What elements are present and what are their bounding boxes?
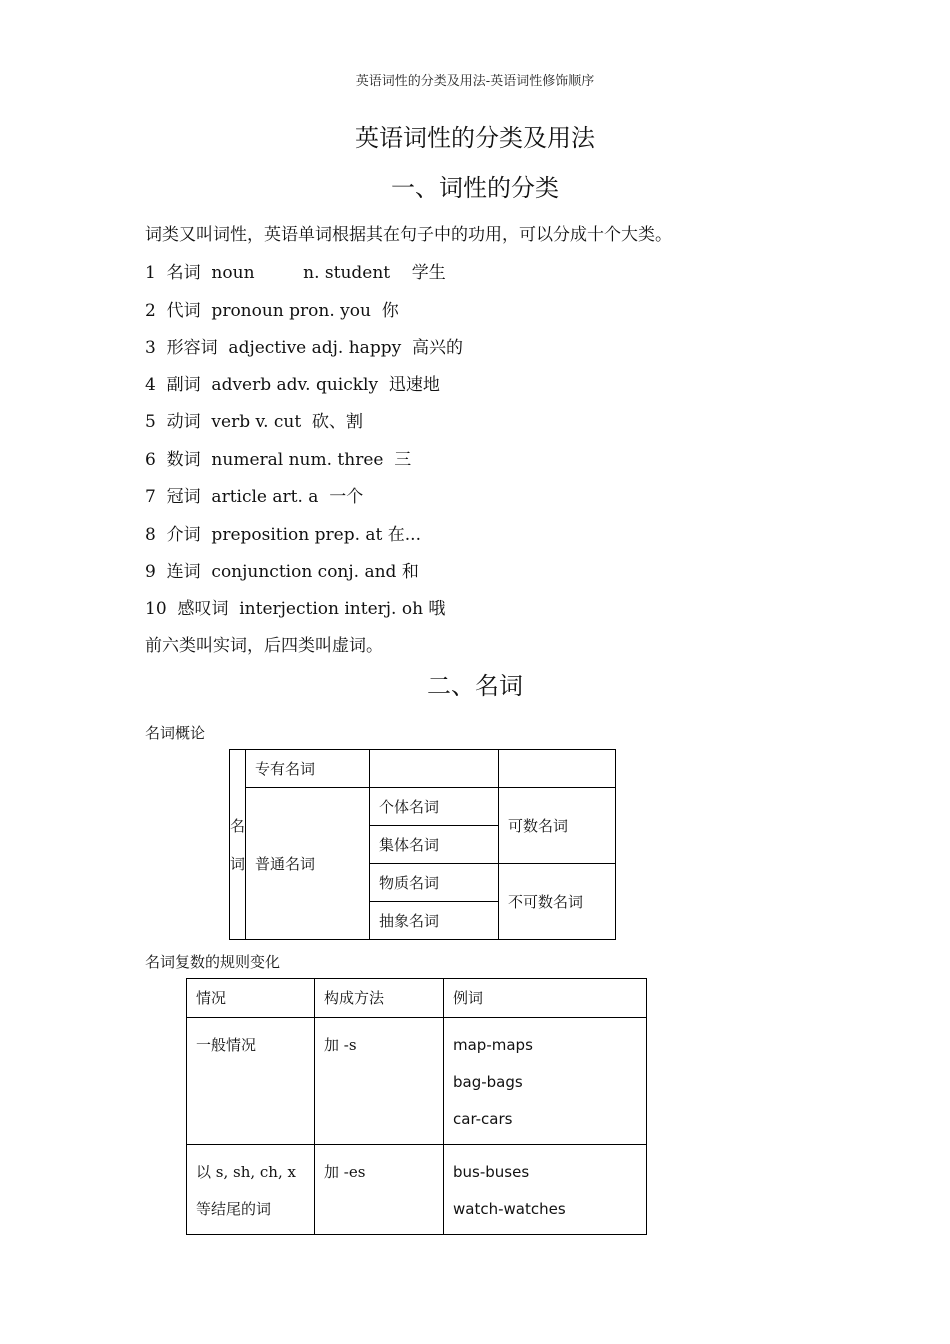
section-heading-nouns: 二、名词 [427,672,523,700]
pos-item: 5 动词 verb v. cut 砍、割 [145,412,364,432]
page-header: 英语词性的分类及用法-英语词性修饰顺序 [355,74,595,89]
plural-rules-label: 名词复数的规则变化 [145,953,281,971]
abstract-noun-cell: 抽象名词 [370,902,499,940]
empty-cell [370,750,499,788]
table-header: 例词 [444,979,647,1018]
table-row [187,1145,647,1235]
collective-noun-cell: 集体名词 [370,826,499,864]
examples-cell [444,1018,647,1145]
summary-paragraph: 前六类叫实词，后四类叫虚词。 [145,636,383,656]
individual-noun-cell: 个体名词 [370,788,499,826]
pos-item: 10 感叹词 interjection interj. oh 哦 [145,599,446,619]
case-text: 以 s, sh, ch, x [196,1163,296,1181]
intro-paragraph: 词类又叫词性，英语单词根据其在句子中的功用，可以分成十个大类。 [145,225,672,245]
document-title: 英语词性的分类及用法 [355,124,595,152]
example-word: watch-watches [453,1200,566,1218]
case-cell [187,1145,315,1235]
empty-cell [499,750,616,788]
noun-overview-table [229,749,616,940]
method-cell: 加 -es [315,1145,444,1235]
case-text: 等结尾的词 [196,1200,272,1218]
table-header: 构成方法 [315,979,444,1018]
pos-item: 3 形容词 adjective adj. happy 高兴的 [145,338,463,358]
example-word: map-maps [453,1036,533,1054]
plural-rules-table [186,978,647,1235]
pos-item: 4 副词 adverb adv. quickly 迅速地 [145,375,440,395]
proper-noun-cell: 专有名词 [246,750,370,788]
example-word: bag-bags [453,1073,523,1091]
material-noun-cell: 物质名词 [370,864,499,902]
pos-item: 9 连词 conjunction conj. and 和 [145,562,419,582]
table-row [187,1018,647,1145]
case-cell [187,1018,315,1145]
table-header: 情况 [187,979,315,1018]
section-heading-classification: 一、词性的分类 [391,174,559,202]
uncountable-noun-cell: 不可数名词 [499,864,616,940]
pos-item: 8 介词 preposition prep. at 在... [145,525,421,545]
example-word: car-cars [453,1110,513,1128]
examples-cell [444,1145,647,1235]
countable-noun-cell: 可数名词 [499,788,616,864]
method-cell: 加 -s [315,1018,444,1145]
example-word: bus-buses [453,1163,530,1181]
common-noun-cell: 普通名词 [246,788,370,940]
case-text: 一般情况 [196,1036,257,1054]
noun-root-char: 名 [230,816,246,835]
noun-root-char: 词 [230,854,246,873]
noun-root-cell [230,750,246,940]
pos-item: 1 名词 noun n. student 学生 [145,263,446,283]
pos-item: 2 代词 pronoun pron. you 你 [145,301,399,321]
noun-overview-label: 名词概论 [145,724,206,742]
pos-item: 7 冠词 article art. a 一个 [145,487,364,507]
pos-item: 6 数词 numeral num. three 三 [145,450,412,470]
